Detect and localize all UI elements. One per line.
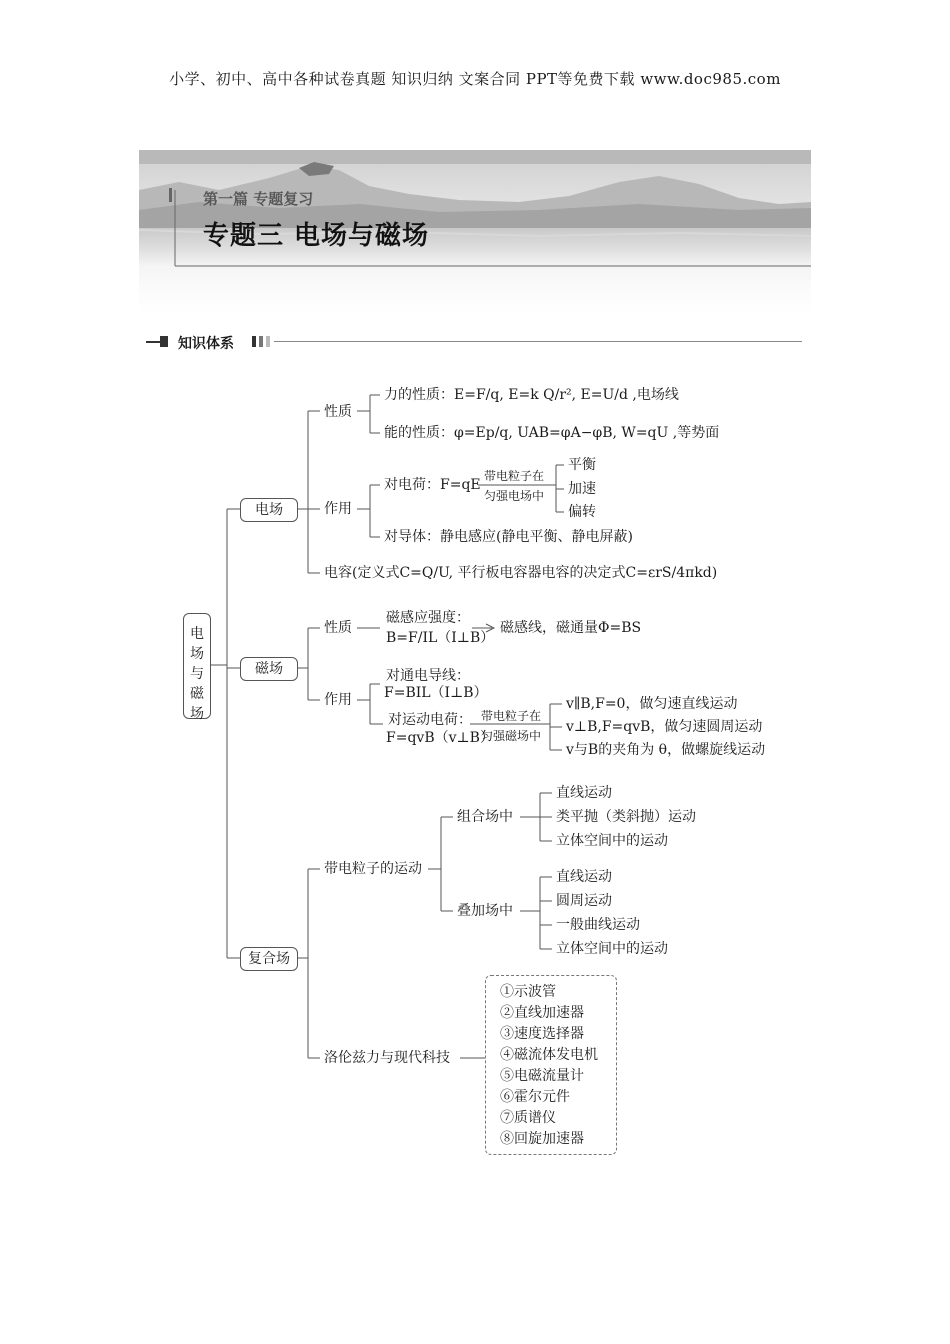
page-header: 小学、初中、高中各种试卷真题 知识归纳 文案合同 PPT等免费下载 www.doc985.com	[169, 70, 781, 88]
magnetic-nature: 性质	[324, 620, 352, 636]
tech-item-6: ⑥霍尔元件	[500, 1089, 570, 1105]
magnetic-effect: 作用	[324, 692, 352, 708]
chapter-title: 专题三 电场与磁场	[203, 221, 430, 251]
composite-combined: 组合场中	[457, 809, 513, 825]
electric-on-conductor: 对导体：静电感应(静电平衡、静电屏蔽)	[384, 529, 633, 545]
electric-particle-bottom: 匀强电场中	[484, 489, 545, 503]
node-electric: 电场	[240, 498, 298, 522]
combined-item-1: 直线运动	[556, 785, 612, 801]
electric-outcome-2: 加速	[568, 481, 596, 497]
magnetic-on-wire-formula: F=BIL（I⊥B）	[384, 685, 488, 701]
root-label: 电场与磁场	[190, 626, 204, 722]
magnetic-field-lines: 磁感线，磁通量Φ=BS	[500, 620, 642, 636]
superposed-item-3: 一般曲线运动	[556, 917, 640, 933]
composite-lorentz: 洛伦兹力与现代科技	[324, 1050, 450, 1066]
chapter-kicker: 第一篇 专题复习	[203, 190, 314, 208]
tech-item-8: ⑧回旋加速器	[500, 1131, 584, 1147]
electric-force-nature: 力的性质：E=F/q, E=k Q/r², E=U/d ,电场线	[384, 387, 679, 403]
magnetic-on-wire-label: 对通电导线：	[386, 668, 470, 684]
tech-item-5: ⑤电磁流量计	[500, 1068, 584, 1084]
superposed-item-2: 圆周运动	[556, 893, 612, 909]
electric-outcome-1: 平衡	[568, 457, 596, 473]
magnetic-particle-bottom: 匀强磁场中	[481, 729, 542, 743]
electric-nature: 性质	[324, 404, 352, 420]
node-magnetic: 磁场	[240, 657, 298, 681]
superposed-item-1: 直线运动	[556, 869, 612, 885]
tech-item-3: ③速度选择器	[500, 1026, 584, 1042]
magnetic-outcome-1: v∥B,F=0，做匀速直线运动	[566, 696, 738, 712]
superposed-item-4: 立体空间中的运动	[556, 941, 668, 957]
electric-outcome-3: 偏转	[568, 504, 596, 520]
magnetic-particle-top: 带电粒子在	[481, 709, 542, 723]
magnetic-induction-formula: B=F/IL（I⊥B）	[386, 630, 495, 646]
magnetic-on-charge-label: 对运动电荷：	[388, 712, 472, 728]
electric-on-charge: 对电荷：F=qE	[384, 477, 481, 493]
root-node	[183, 613, 211, 722]
section-title: 知识体系	[178, 336, 234, 352]
electric-capacitance: 电容(定义式C=Q/U, 平行板电容器电容的决定式C=εrS/4πkd)	[324, 565, 718, 581]
combined-item-2: 类平抛（类斜抛）运动	[556, 809, 696, 825]
magnetic-outcome-3: v与B的夹角为 θ，做螺旋线运动	[566, 742, 766, 758]
electric-effect: 作用	[324, 501, 352, 517]
tech-item-2: ②直线加速器	[500, 1005, 584, 1021]
tech-item-4: ④磁流体发电机	[500, 1047, 598, 1063]
composite-superposed: 叠加场中	[457, 903, 513, 919]
tech-list-box	[485, 975, 617, 1155]
magnetic-induction-label: 磁感应强度：	[386, 610, 470, 626]
magnetic-on-charge-formula: F=qvB（v⊥B）	[386, 730, 494, 746]
magnetic-outcome-2: v⊥B,F=qvB，做匀速圆周运动	[566, 719, 763, 735]
composite-particle-motion: 带电粒子的运动	[324, 861, 422, 877]
combined-item-3: 立体空间中的运动	[556, 833, 668, 849]
tech-item-1: ①示波管	[500, 984, 556, 1000]
electric-energy-nature: 能的性质：φ=Ep/q, UAB=φA−φB, W=qU ,等势面	[384, 425, 720, 441]
node-composite: 复合场	[240, 947, 298, 971]
electric-particle-top: 带电粒子在	[484, 469, 545, 483]
tech-item-7: ⑦质谱仪	[500, 1110, 556, 1126]
